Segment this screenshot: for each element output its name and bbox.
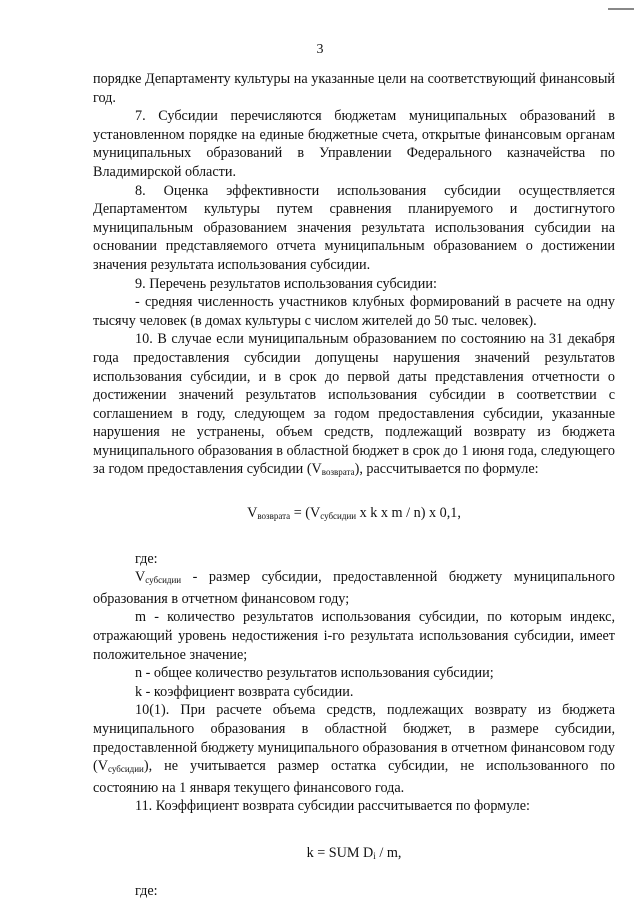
definition-n: n - общее количество результатов использования субсидии;: [135, 665, 494, 682]
paragraph-9: 9. Перечень результатов использования субсидии:: [135, 275, 437, 292]
paragraph-10-1-text-a: 10(1). При расчете объема средств, подлежащих возврату из бюджета муниципального образования в областной бюджет, в размере субсидии, предоставленной бюджету муниципального образования в отчетном финансовом году (V: [93, 702, 615, 775]
definition-v-symbol: V: [135, 569, 146, 586]
formula-eq: = (V: [290, 505, 321, 522]
definition-v-text: - размер субсидии, предоставленной бюджету муниципального образования в отчетном финансовом году;: [93, 569, 615, 607]
formula-coefficient: [93, 844, 615, 866]
paragraph-11: 11. Коэффициент возврата субсидии рассчитывается по формуле:: [135, 798, 530, 815]
where-label-1: где:: [135, 550, 158, 567]
paragraph-10-subscript: возврата: [321, 467, 355, 478]
formula-return-amount: [93, 504, 615, 526]
formula2-rest: / m,: [375, 844, 402, 861]
formula-mid-subscript: субсидии: [320, 511, 357, 522]
definition-v-subscript: субсидии: [145, 575, 182, 586]
corner-mark: [608, 8, 634, 10]
paragraph-7: 7. Субсидии перечисляются бюджетам муниципальных образований в установленном порядке на единые бюджетные счета, открытые финансовым органам муниципальных образований в Управлении Федерального казначейства по Владимирской области.: [93, 108, 615, 180]
formula2-subscript: i: [373, 850, 376, 861]
formula-rest: x k x m / n) x 0,1,: [356, 505, 461, 522]
paragraph-9-item: - средняя численность участников клубных формирований в расчете на одну тысячу человек (в домах культуры с числом жителей до 50 тыс. человек).: [93, 294, 615, 329]
definition-v: [93, 568, 615, 608]
where-label-2: где:: [135, 882, 158, 899]
paragraph-10: [93, 330, 615, 482]
paragraph-10-1-text-b: ), не учитывается размер остатка субсидии, не использованного по состоянию на 1 января текущего финансового года.: [93, 758, 615, 796]
paragraph-10-text-a: 10. В случае если муниципальным образованием по состоянию на 31 декабря года предоставления субсидии допущены нарушения значений результатов использования субсидии, и в срок до первой даты представления отчетности о достижении значений результатов использования субсидии в соответствии с соглашением в году, следующем за годом предоставления субсидии, указанные нарушения не устранены, объем средств, подлежащий возврату из бюджета муниципального образования в областной бюджет в срок до 1 июня года, следующего за годом предоставления субсидии (V: [93, 331, 615, 478]
paragraph-8: 8. Оценка эффективности использования субсидии осуществляется Департаментом культуры путем сравнения планируемого и достигнутого муниципальным образованием значения результата использования субсидии на основании представляемого отчета муниципальным образованием о достижении значения результата использования субсидии.: [93, 182, 615, 273]
paragraph-10-1-subscript: субсидии: [107, 764, 144, 775]
page-number: 3: [316, 42, 324, 57]
document-body: [93, 70, 615, 900]
definition-k: k - коэффициент возврата субсидии.: [135, 683, 354, 700]
paragraph-6-tail: порядке Департаменту культуры на указанные цели на соответствующий финансовый год.: [93, 71, 615, 106]
formula2-text: k = SUM D: [306, 844, 374, 861]
definition-m: m - количество результатов использования субсидии, по которым индекс, отражающий уровень недостижения i-го результата использования субсидии, имеет положительное значение;: [93, 609, 615, 663]
paragraph-10-text-b: ), рассчитывается по формуле:: [354, 461, 539, 478]
formula-lhs: V: [247, 505, 258, 522]
formula-lhs-subscript: возврата: [257, 511, 291, 522]
paragraph-10-1: [93, 701, 615, 797]
